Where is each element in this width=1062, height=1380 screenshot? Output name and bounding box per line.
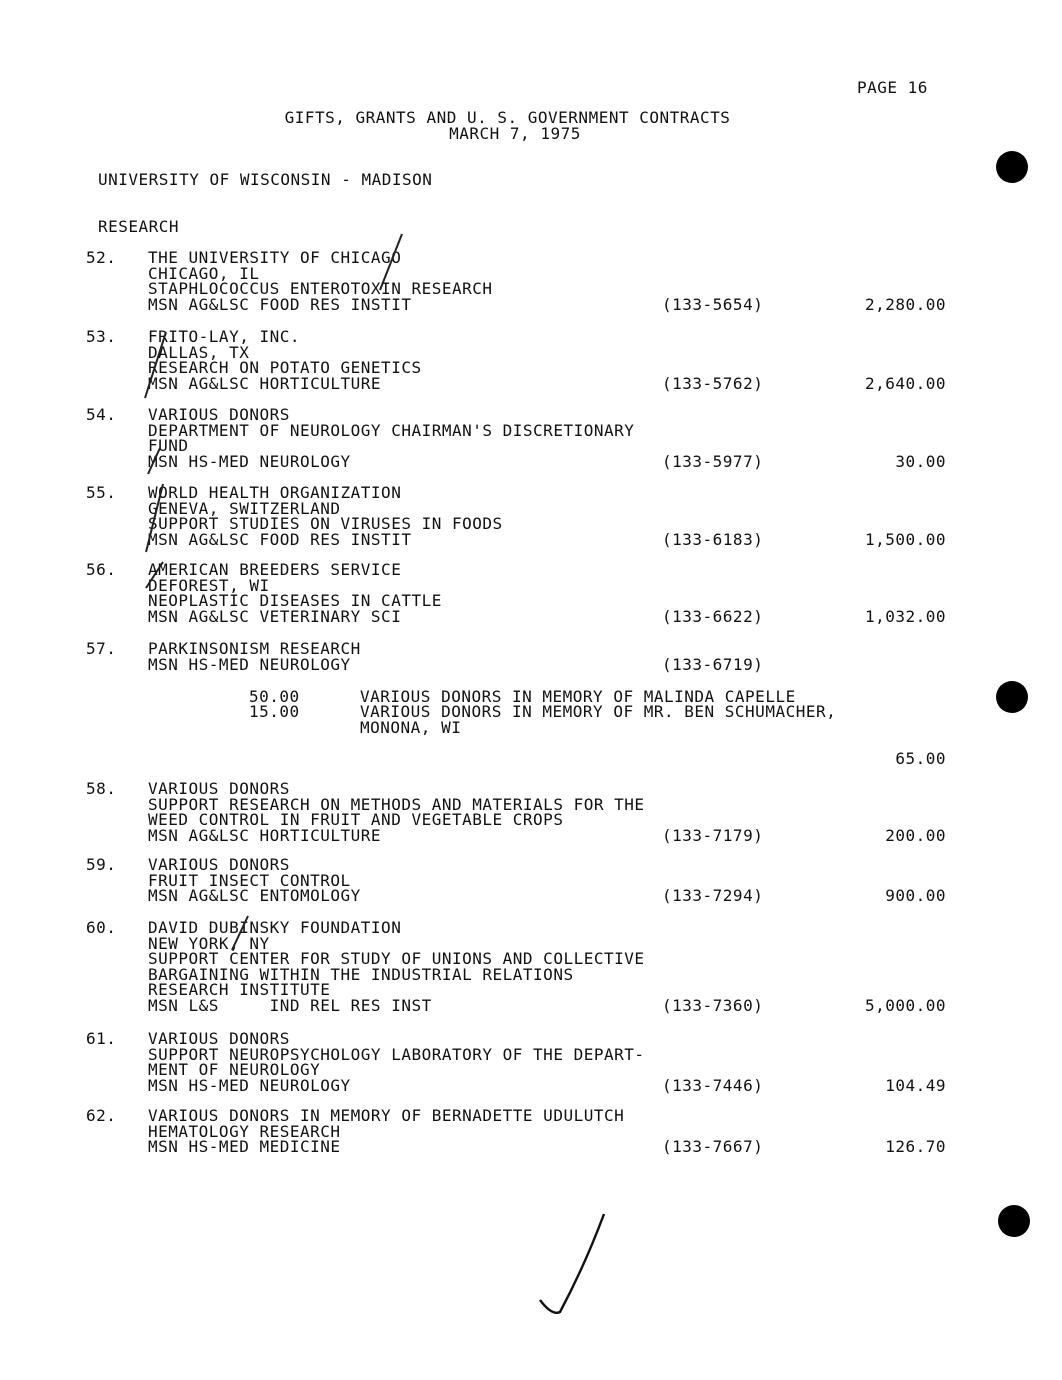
entry-description bbox=[148, 920, 645, 1013]
account-number: (133-5977) bbox=[662, 451, 764, 471]
entry-line: FRUIT INSECT CONTROL bbox=[148, 870, 351, 890]
entry-line: RESEARCH INSTITUTE bbox=[148, 980, 331, 999]
sub-amount: 15.00 bbox=[249, 702, 300, 721]
entry-line: MSN AG&LSC FOOD RES INSTIT bbox=[148, 529, 412, 549]
entry-line: MSN AG&LSC HORTICULTURE bbox=[148, 373, 382, 393]
entry-line: DAVID DUBINSKY FOUNDATION bbox=[148, 918, 402, 937]
entry-line: MSN HS-MED NEUROLOGY bbox=[148, 1075, 351, 1095]
account-number: (133-7360) bbox=[662, 995, 764, 1015]
amount: 30.00 bbox=[895, 451, 946, 471]
entry-description bbox=[148, 329, 422, 391]
sub-description: VARIOUS DONORS IN MEMORY OF MR. BEN SCHUMACHER, bbox=[360, 702, 837, 721]
account-number: (133-7179) bbox=[662, 825, 764, 845]
entry-line: FRITO-LAY, INC. bbox=[148, 327, 300, 346]
sub-amount: 50.00 bbox=[249, 686, 300, 706]
entry-line: HEMATOLOGY RESEARCH bbox=[148, 1121, 341, 1141]
entry-description bbox=[148, 562, 442, 624]
entry-line: SUPPORT RESEARCH ON METHODS AND MATERIALS FOR THE bbox=[148, 794, 645, 814]
entry-line: RESEARCH ON POTATO GENETICS bbox=[148, 358, 422, 377]
entry-number: 55. bbox=[86, 483, 117, 502]
entry-total: 65.00 bbox=[895, 749, 946, 768]
entry-description bbox=[148, 407, 634, 469]
entry-line: THE UNIVERSITY OF CHICAGO bbox=[148, 248, 402, 267]
entry-line: NEW YORK, NY bbox=[148, 933, 270, 953]
entry-line: MSN HS-MED NEUROLOGY bbox=[148, 451, 351, 471]
entry-line: VARIOUS DONORS IN MEMORY OF BERNADETTE UDULUTCH bbox=[148, 1106, 625, 1125]
entry-description bbox=[148, 857, 361, 904]
entry-line: MSN HS-MED MEDICINE bbox=[148, 1137, 341, 1156]
account-number: (133-6183) bbox=[662, 529, 764, 549]
entry-description bbox=[148, 1108, 624, 1155]
entry-line: DEFOREST, WI bbox=[148, 575, 270, 595]
entry-line: VARIOUS DONORS bbox=[148, 779, 290, 798]
entry-line: MSN AG&LSC ENTOMOLOGY bbox=[148, 886, 361, 905]
entry-line: AMERICAN BREEDERS SERVICE bbox=[148, 560, 402, 579]
entry-line: MSN AG&LSC FOOD RES INSTIT bbox=[148, 294, 412, 314]
amount: 2,280.00 bbox=[864, 294, 946, 314]
punch-hole-bottom bbox=[998, 1205, 1030, 1237]
sub-description: VARIOUS DONORS IN MEMORY OF MALINDA CAPELLE bbox=[360, 686, 796, 706]
entry-number: 61. bbox=[86, 1029, 117, 1048]
amount: 126.70 bbox=[885, 1137, 946, 1156]
page-number: PAGE 16 bbox=[857, 78, 928, 97]
entry-number: 59. bbox=[86, 855, 117, 874]
entry-line: MSN L&S IND REL RES INST bbox=[148, 995, 432, 1015]
punch-hole-middle bbox=[996, 681, 1028, 713]
entry-number: 56. bbox=[86, 560, 117, 579]
entry-line: GENEVA, SWITZERLAND bbox=[148, 498, 341, 518]
amount: 104.49 bbox=[885, 1075, 946, 1095]
entry-description bbox=[148, 485, 503, 547]
entry-line: SUPPORT NEUROPSYCHOLOGY LABORATORY OF THE DEPART- bbox=[148, 1044, 645, 1064]
entry-number: 57. bbox=[86, 639, 117, 658]
amount: 200.00 bbox=[885, 825, 946, 845]
account-number: (133-5654) bbox=[662, 294, 764, 314]
punch-hole-top bbox=[996, 151, 1028, 183]
entry-line: NEOPLASTIC DISEASES IN CATTLE bbox=[148, 591, 442, 610]
account-number: (133-7446) bbox=[662, 1075, 764, 1095]
entry-line: STAPHLOCOCCUS ENTEROTOXIN RESEARCH bbox=[148, 279, 493, 298]
section-heading: RESEARCH bbox=[98, 217, 180, 236]
entry-line: VARIOUS DONORS bbox=[148, 855, 290, 874]
entry-line: SUPPORT CENTER FOR STUDY OF UNIONS AND COLLECTIVE bbox=[148, 949, 645, 968]
entry-line: BARGAINING WITHIN THE INDUSTRIAL RELATIONS bbox=[148, 964, 574, 984]
entry-line: PARKINSONISM RESEARCH bbox=[148, 639, 361, 658]
entry-line: MSN AG&LSC HORTICULTURE bbox=[148, 825, 382, 845]
entry-line: VARIOUS DONORS bbox=[148, 1029, 290, 1048]
entry-number: 62. bbox=[86, 1106, 117, 1125]
entry-line: DALLAS, TX bbox=[148, 342, 250, 362]
large-checkmark bbox=[540, 1214, 604, 1313]
entry-number: 54. bbox=[86, 405, 117, 424]
account-number: (133-6719) bbox=[662, 654, 764, 674]
entry-number: 58. bbox=[86, 779, 117, 798]
document-date: MARCH 7, 1975 bbox=[449, 124, 581, 143]
entry-line: WEED CONTROL IN FRUIT AND VEGETABLE CROPS bbox=[148, 810, 564, 829]
amount: 2,640.00 bbox=[864, 373, 946, 393]
account-number: (133-7667) bbox=[662, 1137, 764, 1156]
entry-line: VARIOUS DONORS bbox=[148, 405, 290, 424]
entry-description bbox=[148, 781, 645, 843]
entry-line: WORLD HEALTH ORGANIZATION bbox=[148, 483, 402, 502]
entry-line: MSN AG&LSC VETERINARY SCI bbox=[148, 606, 402, 626]
document-title: GIFTS, GRANTS AND U. S. GOVERNMENT CONTRACTS bbox=[284, 108, 731, 127]
entry-description bbox=[148, 1031, 645, 1093]
entry-number: 53. bbox=[86, 327, 117, 346]
entry-line: SUPPORT STUDIES ON VIRUSES IN FOODS bbox=[148, 514, 503, 533]
entry-line: MENT OF NEUROLOGY bbox=[148, 1060, 321, 1079]
entry-description bbox=[148, 641, 361, 672]
entry-number: 52. bbox=[86, 248, 117, 267]
account-number: (133-6622) bbox=[662, 606, 764, 626]
entry-line: FUND bbox=[148, 436, 189, 455]
sub-description: MONONA, WI bbox=[360, 717, 462, 737]
amount: 900.00 bbox=[885, 886, 946, 905]
account-number: (133-5762) bbox=[662, 373, 764, 393]
entry-line: CHICAGO, IL bbox=[148, 263, 260, 283]
account-number: (133-7294) bbox=[662, 886, 764, 905]
amount: 1,500.00 bbox=[864, 529, 946, 549]
entry-line: DEPARTMENT OF NEUROLOGY CHAIRMAN'S DISCRETIONARY bbox=[148, 420, 635, 440]
amount: 5,000.00 bbox=[864, 995, 946, 1015]
amount: 1,032.00 bbox=[864, 606, 946, 626]
institution-name: UNIVERSITY OF WISCONSIN - MADISON bbox=[98, 170, 433, 189]
entry-description bbox=[148, 250, 493, 312]
entry-number: 60. bbox=[86, 918, 117, 937]
entry-line: MSN HS-MED NEUROLOGY bbox=[148, 654, 351, 674]
